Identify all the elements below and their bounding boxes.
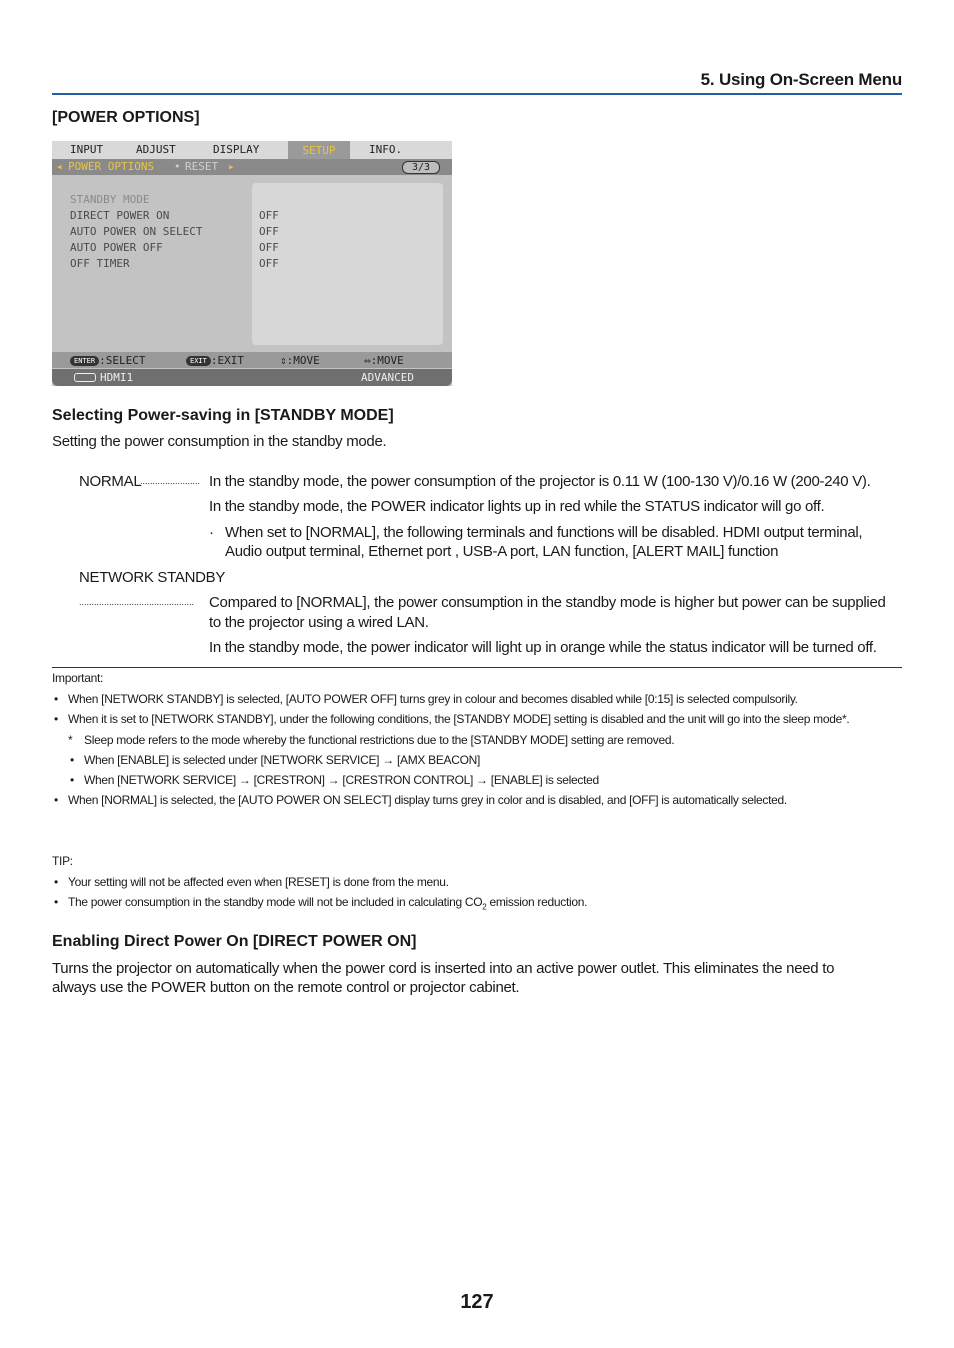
important-bullet-3: When [NORMAL] is selected, the [AUTO POWER ON SELECT] display turns grey in color and is disabled, and [OFF] is automatically selected. <box>68 793 787 807</box>
tip-bullet-1: Your setting will not be affected even when [RESET] is done from the menu. <box>68 875 449 889</box>
osd-item-standby-mode: STANDBY MODE <box>70 193 150 206</box>
co2-subscript: 2 <box>482 902 487 912</box>
normal-bullet-line-2: Audio output terminal, Ethernet port , USB-A port, LAN function, [ALERT MAIL] function <box>225 543 779 560</box>
enter-key-icon: ENTER <box>70 356 99 366</box>
osd-tab-input: INPUT <box>70 143 104 156</box>
normal-bullet-mark: · <box>209 524 214 541</box>
important-bullet-2: When it is set to [NETWORK STANDBY], under the following conditions, the [STANDBY MODE] setting is disabled and the unit will go into the sleep mode*. <box>68 712 850 726</box>
standby-section-title: Selecting Power-saving in [STANDBY MODE] <box>52 407 394 424</box>
important-sub-bullet-1: When [ENABLE] is selected under [NETWORK SERVICE] → [AMX BEACON] <box>84 753 481 767</box>
hdmi-connector-icon <box>74 373 96 382</box>
important-label: Important: <box>52 671 104 685</box>
osd-status-bar <box>52 369 452 386</box>
section-title: [POWER OPTIONS] <box>52 109 200 126</box>
osd-subtab-reset: RESET <box>185 160 219 173</box>
normal-label: NORMAL <box>79 473 142 490</box>
important-rule <box>52 667 902 668</box>
bullet-icon: • <box>54 793 59 807</box>
tip-bullet-2-text: The power consumption in the standby mode will not be included in calculating CO <box>68 895 483 909</box>
network-text-2: In the standby mode, the power indicator will light up in orange while the status indicator will be turned off. <box>209 639 877 656</box>
osd-item-direct-power-on: DIRECT POWER ON <box>70 209 170 222</box>
important-bullet-1: When [NETWORK STANDBY] is selected, [AUTO POWER OFF] turns grey in colour and becomes disabled while [0:15] is selected compulsorily. <box>68 692 798 706</box>
osd-item-auto-power-on-select: AUTO POWER ON SELECT <box>70 225 203 238</box>
osd-help-exit: :EXIT <box>210 354 244 367</box>
exit-key-icon: EXIT <box>186 356 211 366</box>
bullet-icon: • <box>70 773 75 787</box>
bullet-icon: • <box>54 712 59 726</box>
osd-tab-bar <box>52 141 452 159</box>
bullet-icon: • <box>54 875 59 889</box>
direct-power-section-title: Enabling Direct Power On [DIRECT POWER ON] <box>52 933 417 950</box>
osd-status-mode: ADVANCED <box>361 371 414 384</box>
osd-menu-screenshot <box>52 141 452 386</box>
tip-bullet-2-end: emission reduction. <box>486 895 588 909</box>
footnote-asterisk: * <box>68 733 73 747</box>
osd-tab-adjust: ADJUST <box>136 143 176 156</box>
header-rule <box>52 93 902 95</box>
osd-status-input: HDMI1 <box>100 371 134 384</box>
network-standby-label: NETWORK STANDBY <box>79 569 226 586</box>
important-sub-bullet-2: When [NETWORK SERVICE] → [CRESTRON] → [CRESTRON CONTROL] → [ENABLE] is selected <box>84 773 599 787</box>
osd-page-indicator: 3/3 <box>402 161 440 174</box>
normal-leader-dots: ........................ <box>140 476 201 486</box>
important-footnote: Sleep mode refers to the mode whereby the functional restrictions due to the [STANDBY MODE] setting are removed. <box>84 733 675 747</box>
osd-value-auto-power-on-select: OFF <box>259 225 279 238</box>
osd-help-select: :SELECT <box>99 354 146 367</box>
normal-bullet-line-1: When set to [NORMAL], the following terminals and functions will be disabled. HDMI output terminal, <box>225 524 863 541</box>
osd-item-auto-power-off: AUTO POWER OFF <box>70 241 163 254</box>
osd-subtab-power-options: POWER OPTIONS <box>68 160 155 173</box>
osd-subtab-bar <box>52 159 452 175</box>
chapter-title: 5. Using On-Screen Menu <box>700 70 902 89</box>
direct-power-line-1: Turns the projector on automatically when the power cord is inserted into an active power outlet. This eliminates the need to <box>52 960 835 977</box>
osd-help-bar <box>52 352 452 368</box>
tip-bullet-2 <box>68 895 587 911</box>
normal-text-1: In the standby mode, the power consumption of the projector is 0.11 W (100-130 V)/0.16 W (200-240 V). <box>209 473 871 490</box>
bullet-icon: • <box>54 692 59 706</box>
tip-label: TIP: <box>52 854 73 868</box>
osd-value-direct-power-on: OFF <box>259 209 279 222</box>
bullet-icon: • <box>70 753 75 767</box>
osd-value-off-timer: OFF <box>259 257 279 270</box>
osd-tab-display: DISPLAY <box>213 143 260 156</box>
direct-power-line-2: always use the POWER button on the remote control or projector cabinet. <box>52 979 520 996</box>
osd-subtab-separator: • <box>174 160 181 173</box>
osd-value-panel <box>252 183 443 345</box>
osd-item-off-timer: OFF TIMER <box>70 257 130 270</box>
osd-tab-setup: SETUP <box>288 141 350 161</box>
bullet-icon: • <box>54 895 59 909</box>
normal-text-2: In the standby mode, the POWER indicator lights up in red while the STATUS indicator will go off. <box>209 498 825 515</box>
page-number: 127 <box>460 1291 494 1313</box>
osd-tab-info: INFO. <box>369 143 403 156</box>
osd-help-move-vertical: ⇕:MOVE <box>280 354 320 367</box>
chevron-right-icon: ▸ <box>228 160 235 173</box>
network-text-1b: to the projector using a wired LAN. <box>209 614 429 631</box>
chevron-left-icon: ◂ <box>56 160 63 173</box>
osd-value-auto-power-off: OFF <box>259 241 279 254</box>
osd-help-move-horizontal: ⇔:MOVE <box>364 354 404 367</box>
standby-intro: Setting the power consumption in the standby mode. <box>52 433 387 450</box>
network-text-1: Compared to [NORMAL], the power consumption in the standby mode is higher but power can be supplied <box>209 594 886 611</box>
network-leader-dots: .............................................. <box>79 597 195 607</box>
